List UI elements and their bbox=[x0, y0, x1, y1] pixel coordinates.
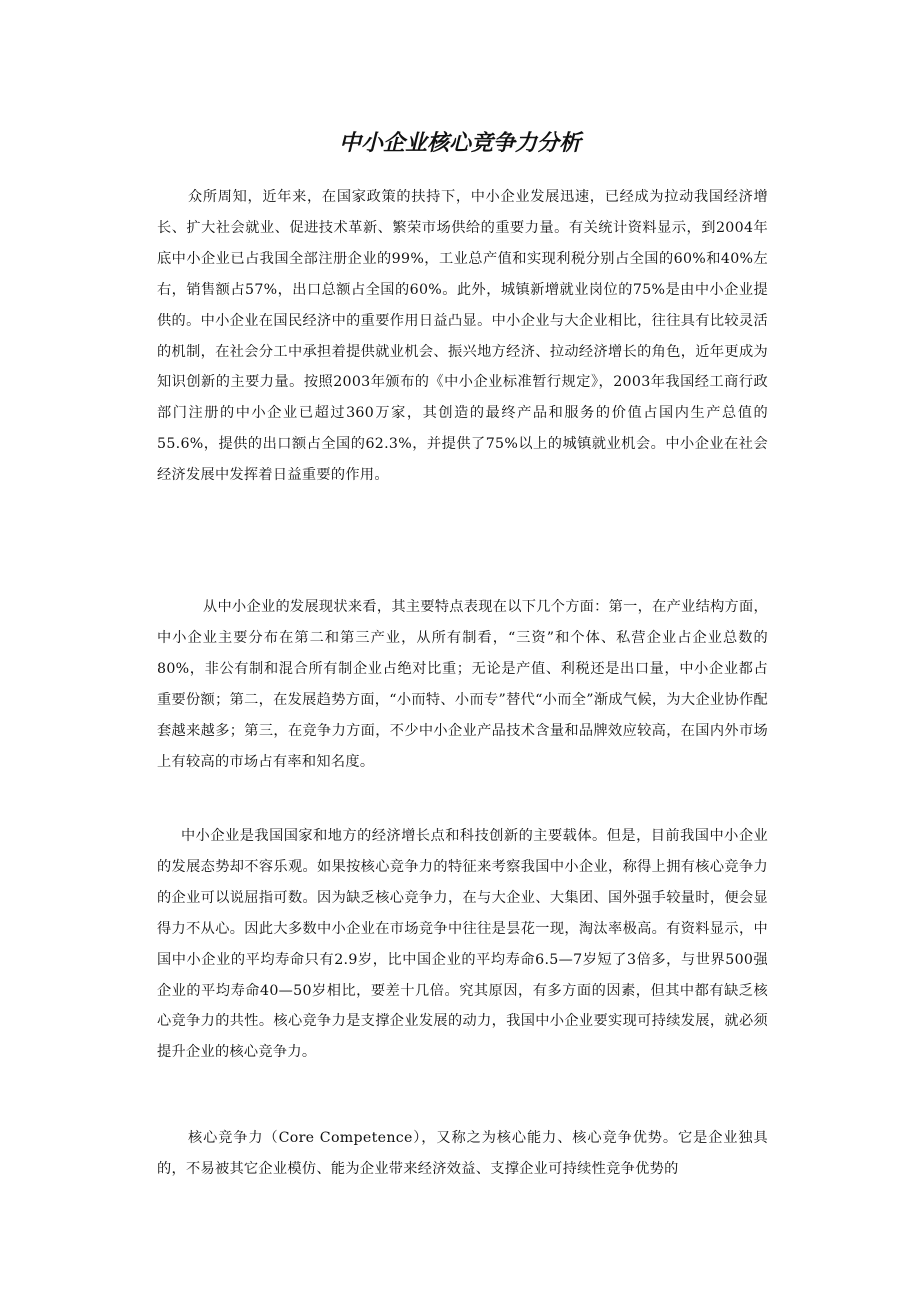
paragraph-2: 从中小企业的发展现状来看，其主要特点表现在以下几个方面：第一，在产业结构方面，中小企业主要分布在第二和第三产业，从所有制看，“三资”和个体、私营企业占企业总数的80%，非公有制和混合所有制企业占绝对比重；无论是产值、利税还是出口量，中小企业都占重要份额；第二，在发展趋势方面，“小而特、小而专”替代“小而全”渐成气候，为大企业协作配套越来越多；第三，在竞争力方面，不少中小企业产品技术含量和品牌效应较高，在国内外市场上有较高的市场占有率和知名度。 bbox=[157, 599, 769, 770]
paragraph-4: 核心竞争力（Core Competence），又称之为核心能力、核心竞争优势。它是企业独具的，不易被其它企业模仿、能为企业带来经济效益、支撑企业可持续性竞争优势的 bbox=[157, 1130, 768, 1177]
document-title: 中小企业核心竞争力分析 bbox=[338, 131, 581, 156]
paragraph-1: 众所周知，近年来，在国家政策的扶持下，中小企业发展迅速，已经成为拉动我国经济增长、扩大社会就业、促进技术革新、繁荣市场供给的重要力量。有关统计资料显示，到2004年底中小企业已占我国全部注册企业的99%，工业总产值和实现利税分别占全国的60%和40%左右，销售额占57%，出口总额占全国的60%。此外，城镇新增就业岗位的75%是由中小企业提供的。中小企业在国民经济中的重要作用日益凸显。中小企业与大企业相比，往往具有比较灵活的机制，在社会分工中承担着提供就业机会、振兴地方经济、拉动经济增长的角色，近年更成为知识创新的主要力量。按照2003年颁布的《中小企业标准暂行规定》，2003年我国经工商行政部门注册的中小企业已超过360万家，其创造的最终产品和服务的价值占国内生产总值的55.6%，提供的出口额占全国的62.3%，并提供了75%以上的城镇就业机会。中小企业在社会经济发展中发挥着日益重要的作用。 bbox=[157, 189, 768, 484]
paragraph-3: 中小企业是我国国家和地方的经济增长点和科技创新的主要载体。但是，目前我国中小企业的发展态势却不容乐观。如果按核心竞争力的特征来考察我国中小企业，称得上拥有核心竞争力的企业可以说屈指可数。因为缺乏核心竞争力，在与大企业、大集团、国外强手较量时，便会显得力不从心。因此大多数中小企业在市场竞争中往往是昙花一现，淘汰率极高。有资料显示，中国中小企业的平均寿命只有2.9岁，比中国企业的平均寿命6.5—7岁短了3倍多，与世界500强企业的平均寿命40—50岁相比，要差十几倍。究其原因，有多方面的因素，但其中都有缺乏核心竞争力的共性。核心竞争力是支撑企业发展的动力，我国中小企业要实现可持续发展，就必须提升企业的核心竞争力。 bbox=[157, 828, 768, 1061]
